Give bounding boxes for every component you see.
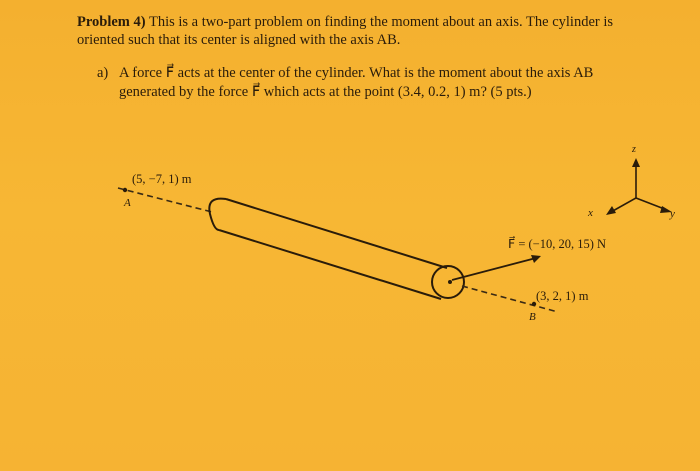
- force-arrowhead: [531, 255, 541, 263]
- x-axis-line: [611, 198, 636, 212]
- point-a-marker: [123, 188, 127, 192]
- z-axis-arrowhead: [632, 158, 640, 167]
- point-a-coordinates: (5, −7, 1) m: [132, 172, 192, 186]
- point-a-label: A: [124, 197, 131, 209]
- problem-heading: Problem 4): [77, 14, 146, 30]
- axis-ab-upper-dashes: [118, 188, 212, 212]
- force-label: F⃗ = (−10, 20, 15) N: [508, 237, 607, 251]
- cylinder-top-edge: [226, 199, 447, 268]
- cylinder-center-point: [448, 280, 452, 284]
- part-a-line1: A force F⃗ acts at the center of the cylinder. What is the moment about the axis AB: [119, 65, 594, 81]
- part-a-line2: generated by the force F⃗ which acts at the point (3.4, 0.2, 1) m? (5 pts.): [119, 84, 532, 100]
- problem-intro-line2: oriented such that its center is aligned with the axis AB.: [77, 32, 401, 48]
- problem-intro: This is a two-part problem on finding the moment about an axis. The cylinder is: [148, 14, 614, 30]
- x-axis-arrowhead: [606, 206, 616, 215]
- point-b-label: B: [529, 311, 536, 323]
- cylinder-left-end: [209, 199, 226, 230]
- point-b-coordinates: (3, 2, 1) m: [536, 289, 589, 303]
- part-a-label: a): [97, 65, 109, 81]
- z-axis-label: z: [632, 144, 636, 155]
- force-vector-line: [452, 258, 536, 280]
- x-axis-label: x: [588, 207, 593, 219]
- cylinder-bottom-edge: [219, 230, 441, 299]
- y-axis-label: y: [670, 208, 675, 220]
